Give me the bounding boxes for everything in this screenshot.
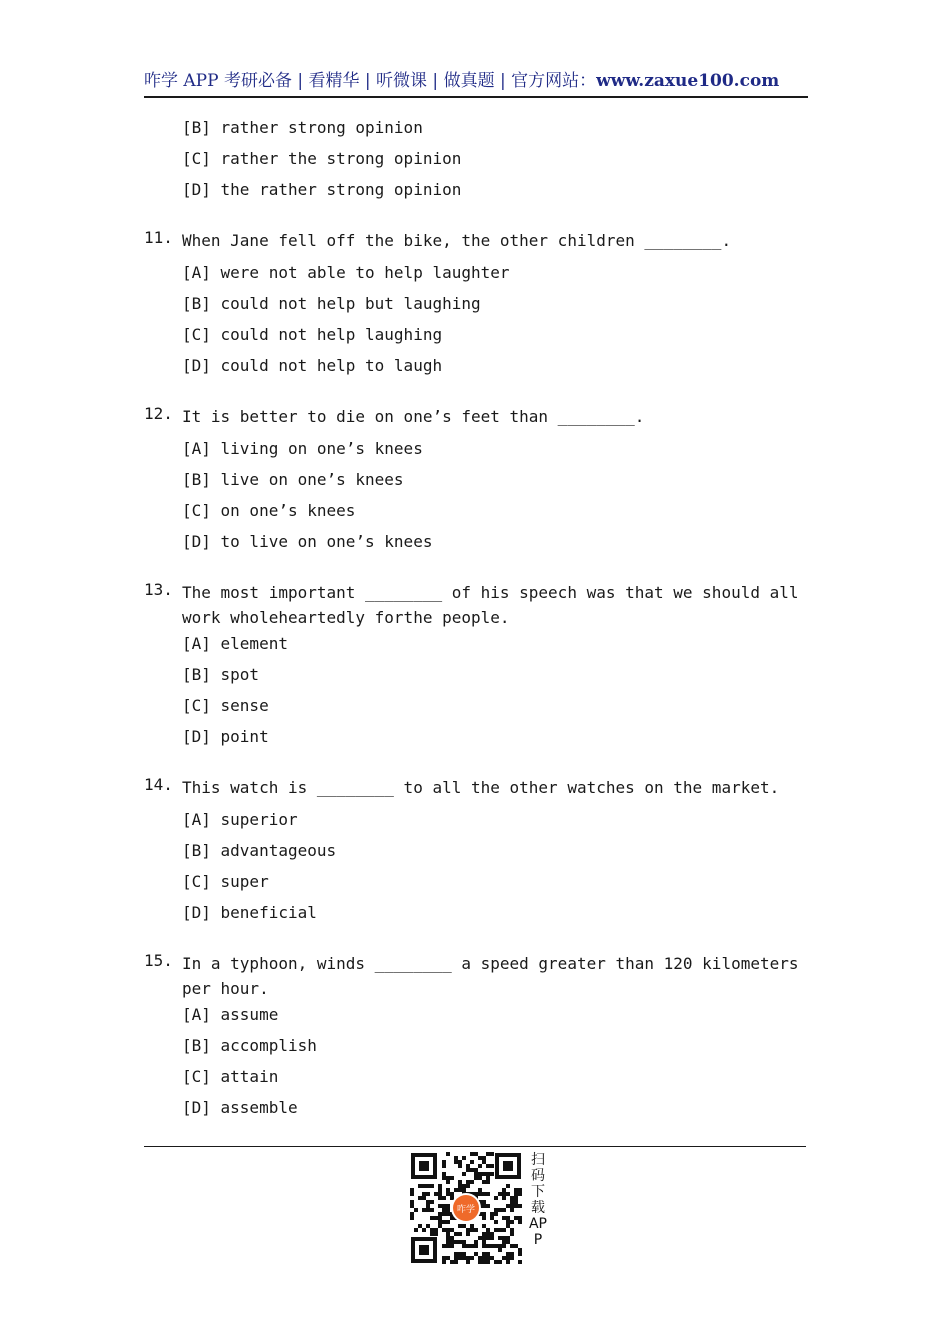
option-d: [D] the rather strong opinion — [182, 180, 462, 199]
option-a: [A] were not able to help laughter — [182, 263, 510, 282]
question-number: 15. — [144, 951, 173, 970]
question-number: 13. — [144, 580, 173, 599]
option-b: [B] could not help but laughing — [182, 294, 481, 313]
question-14 — [144, 773, 808, 930]
option-d: [D] assemble — [182, 1098, 298, 1117]
header-slogan: 咋学 APP 考研必备 | 看精华 | 听微课 | 做真题 | 官方网站： — [144, 71, 597, 91]
question-stem: This watch is ________ to all the other watches on the market. — [182, 778, 780, 797]
partial-question-options — [144, 114, 808, 207]
option-b: [B] rather strong opinion — [182, 118, 423, 137]
option-c: [C] super — [182, 872, 269, 891]
option-b: [B] accomplish — [182, 1036, 317, 1055]
qr-logo: 咋学 — [456, 1205, 476, 1215]
question-12 — [144, 402, 808, 559]
question-11 — [144, 226, 808, 383]
question-stem: When Jane fell off the bike, the other children ________. — [182, 231, 732, 250]
question-number: 12. — [144, 404, 173, 423]
option-b: [B] advantageous — [182, 841, 337, 860]
option-a: [A] living on one’s knees — [182, 439, 423, 458]
option-d: [D] point — [182, 727, 269, 746]
option-a: [A] assume — [182, 1005, 279, 1024]
question-list — [144, 114, 808, 1125]
qr-code-icon[interactable] — [410, 1152, 522, 1264]
header-website-link[interactable]: www.zaxue100.com — [596, 71, 780, 91]
question-13 — [144, 578, 808, 754]
question-number: 11. — [144, 228, 173, 247]
option-d: [D] to live on one’s knees — [182, 532, 433, 551]
option-d: [D] beneficial — [182, 903, 317, 922]
question-stem: The most important ________ of his speech was that we should all work wholeheartedly forthe people. — [182, 583, 799, 627]
footer-divider — [144, 1146, 806, 1147]
option-b: [B] spot — [182, 665, 260, 684]
qr-caption: 扫码下载APP — [528, 1152, 548, 1248]
option-c: [C] rather the strong opinion — [182, 149, 462, 168]
option-a: [A] element — [182, 634, 288, 653]
page-header — [144, 66, 808, 98]
question-stem: It is better to die on one’s feet than ________. — [182, 407, 645, 426]
option-c: [C] could not help laughing — [182, 325, 443, 344]
question-15 — [144, 949, 808, 1125]
option-c: [C] sense — [182, 696, 269, 715]
option-c: [C] attain — [182, 1067, 279, 1086]
option-c: [C] on one’s knees — [182, 501, 356, 520]
app-download-qr[interactable] — [410, 1152, 548, 1266]
option-d: [D] could not help to laugh — [182, 356, 443, 375]
question-stem: In a typhoon, winds ________ a speed greater than 120 kilometers per hour. — [182, 954, 799, 998]
option-b: [B] live on one’s knees — [182, 470, 404, 489]
option-a: [A] superior — [182, 810, 298, 829]
question-number: 14. — [144, 775, 173, 794]
